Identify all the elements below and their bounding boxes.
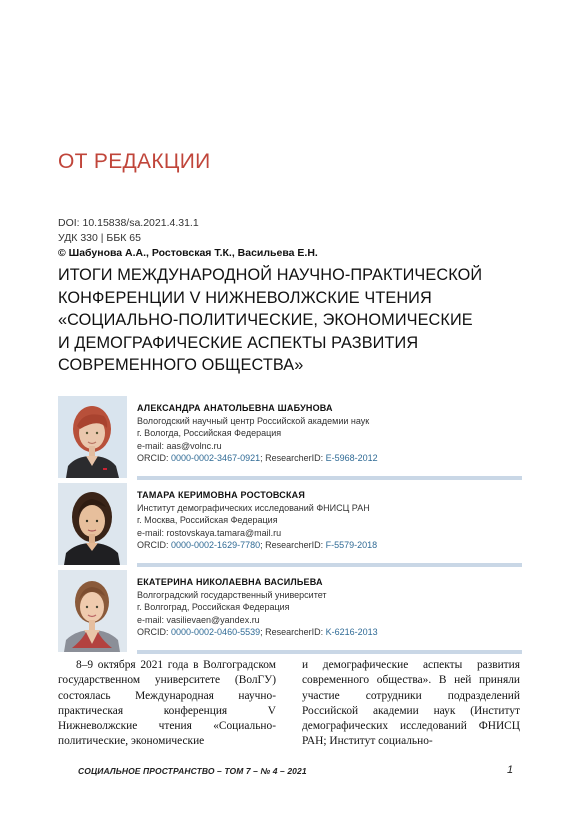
orcid-label: ORCID: (137, 452, 172, 463)
author-email[interactable]: e-mail: aas@volnc.ru (137, 440, 222, 451)
section-title: ОТ РЕДАКЦИИ (58, 150, 211, 173)
journal-footer: СОЦИАЛЬНОЕ ПРОСТРАНСТВО – ТОМ 7 – № 4 – 2021 (78, 766, 307, 776)
author-email[interactable]: e-mail: vasilievaen@yandex.ru (137, 614, 260, 625)
authors-copyright: © Шабунова А.А., Ростовская Т.К., Васильева Е.Н. (58, 247, 318, 259)
article-title (58, 264, 528, 377)
article-meta (58, 216, 318, 261)
orcid-label: ORCID: (137, 626, 172, 637)
researcherid-link[interactable]: E-5968-2012 (325, 452, 378, 463)
udk: УДК 330 | ББК 65 (58, 232, 141, 244)
body-column-left (58, 658, 276, 750)
body-paragraph: 8–9 октября 2021 года в Волгоградском государственном университете (ВолГУ) состоялась Международная научно-практическая конференция V Нижневолжские чтения «Социально-политические, экономические (58, 659, 276, 748)
orcid-link[interactable]: 0000-0002-3467-0921 (171, 452, 261, 463)
researcherid-label: ; ResearcherID: (260, 626, 326, 637)
author-email[interactable]: e-mail: rostovskaya.tamara@mail.ru (137, 527, 282, 538)
author-divider (137, 650, 522, 654)
page-number: 1 (507, 764, 514, 776)
author-info (137, 489, 377, 551)
author-city: г. Москва, Российская Федерация (137, 515, 278, 526)
author-name: ЕКАТЕРИНА НИКОЛАЕВНА ВАСИЛЬЕВА (137, 577, 323, 587)
article-title-line: ИТОГИ МЕЖДУНАРОДНОЙ НАУЧНО-ПРАКТИЧЕСКОЙ (58, 266, 483, 284)
author-ids (137, 539, 377, 551)
article-title-line: И ДЕМОГРАФИЧЕСКИЕ АСПЕКТЫ РАЗВИТИЯ (58, 333, 419, 352)
author-org: Волгоградский государственный университет (137, 590, 327, 601)
author-org: Институт демографических исследований ФНИСЦ РАН (137, 503, 370, 514)
author-ids (137, 626, 378, 638)
author-divider (137, 563, 522, 567)
body-paragraph: и демографические аспекты развития современного общества». В ней приняли участие сотрудники подразделений Российской академии наук (Институт демографических исследований ФНИСЦ РАН; Институт социально- (302, 659, 520, 748)
researcherid-label: ; ResearcherID: (260, 452, 326, 463)
article-title-line: КОНФЕРЕНЦИИ V НИЖНЕВОЛЖСКИЕ ЧТЕНИЯ (58, 288, 432, 307)
article-title-line: СОВРЕМЕННОГО ОБЩЕСТВА» (58, 356, 304, 374)
author-name: АЛЕКСАНДРА АНАТОЛЬЕВНА ШАБУНОВА (137, 403, 333, 413)
author-photo (58, 570, 127, 652)
author-ids (137, 452, 378, 464)
author-name: ТАМАРА КЕРИМОВНА РОСТОВСКАЯ (137, 490, 306, 500)
article-title-line: «СОЦИАЛЬНО-ПОЛИТИЧЕСКИЕ, ЭКОНОМИЧЕСКИЕ (58, 311, 473, 329)
researcherid-label: ; ResearcherID: (260, 539, 326, 550)
author-info (137, 402, 378, 464)
author-divider (137, 476, 522, 480)
body-column-right (302, 658, 520, 750)
author-photo (58, 396, 127, 478)
author-info (137, 576, 378, 638)
author-photo (58, 483, 127, 565)
researcherid-link[interactable]: F-5579-2018 (325, 539, 378, 550)
researcherid-link[interactable]: K-6216-2013 (325, 626, 378, 637)
orcid-link[interactable]: 0000-0002-1629-7780 (171, 539, 261, 550)
doi[interactable]: DOI: 10.15838/sa.2021.4.31.1 (58, 217, 199, 229)
author-city: г. Вологда, Российская Федерация (137, 428, 282, 439)
author-org: Вологодский научный центр Российской академии наук (137, 416, 370, 427)
orcid-link[interactable]: 0000-0002-0460-5539 (171, 626, 261, 637)
author-city: г. Волгоград, Российская Федерация (137, 602, 290, 613)
orcid-label: ORCID: (137, 539, 172, 550)
